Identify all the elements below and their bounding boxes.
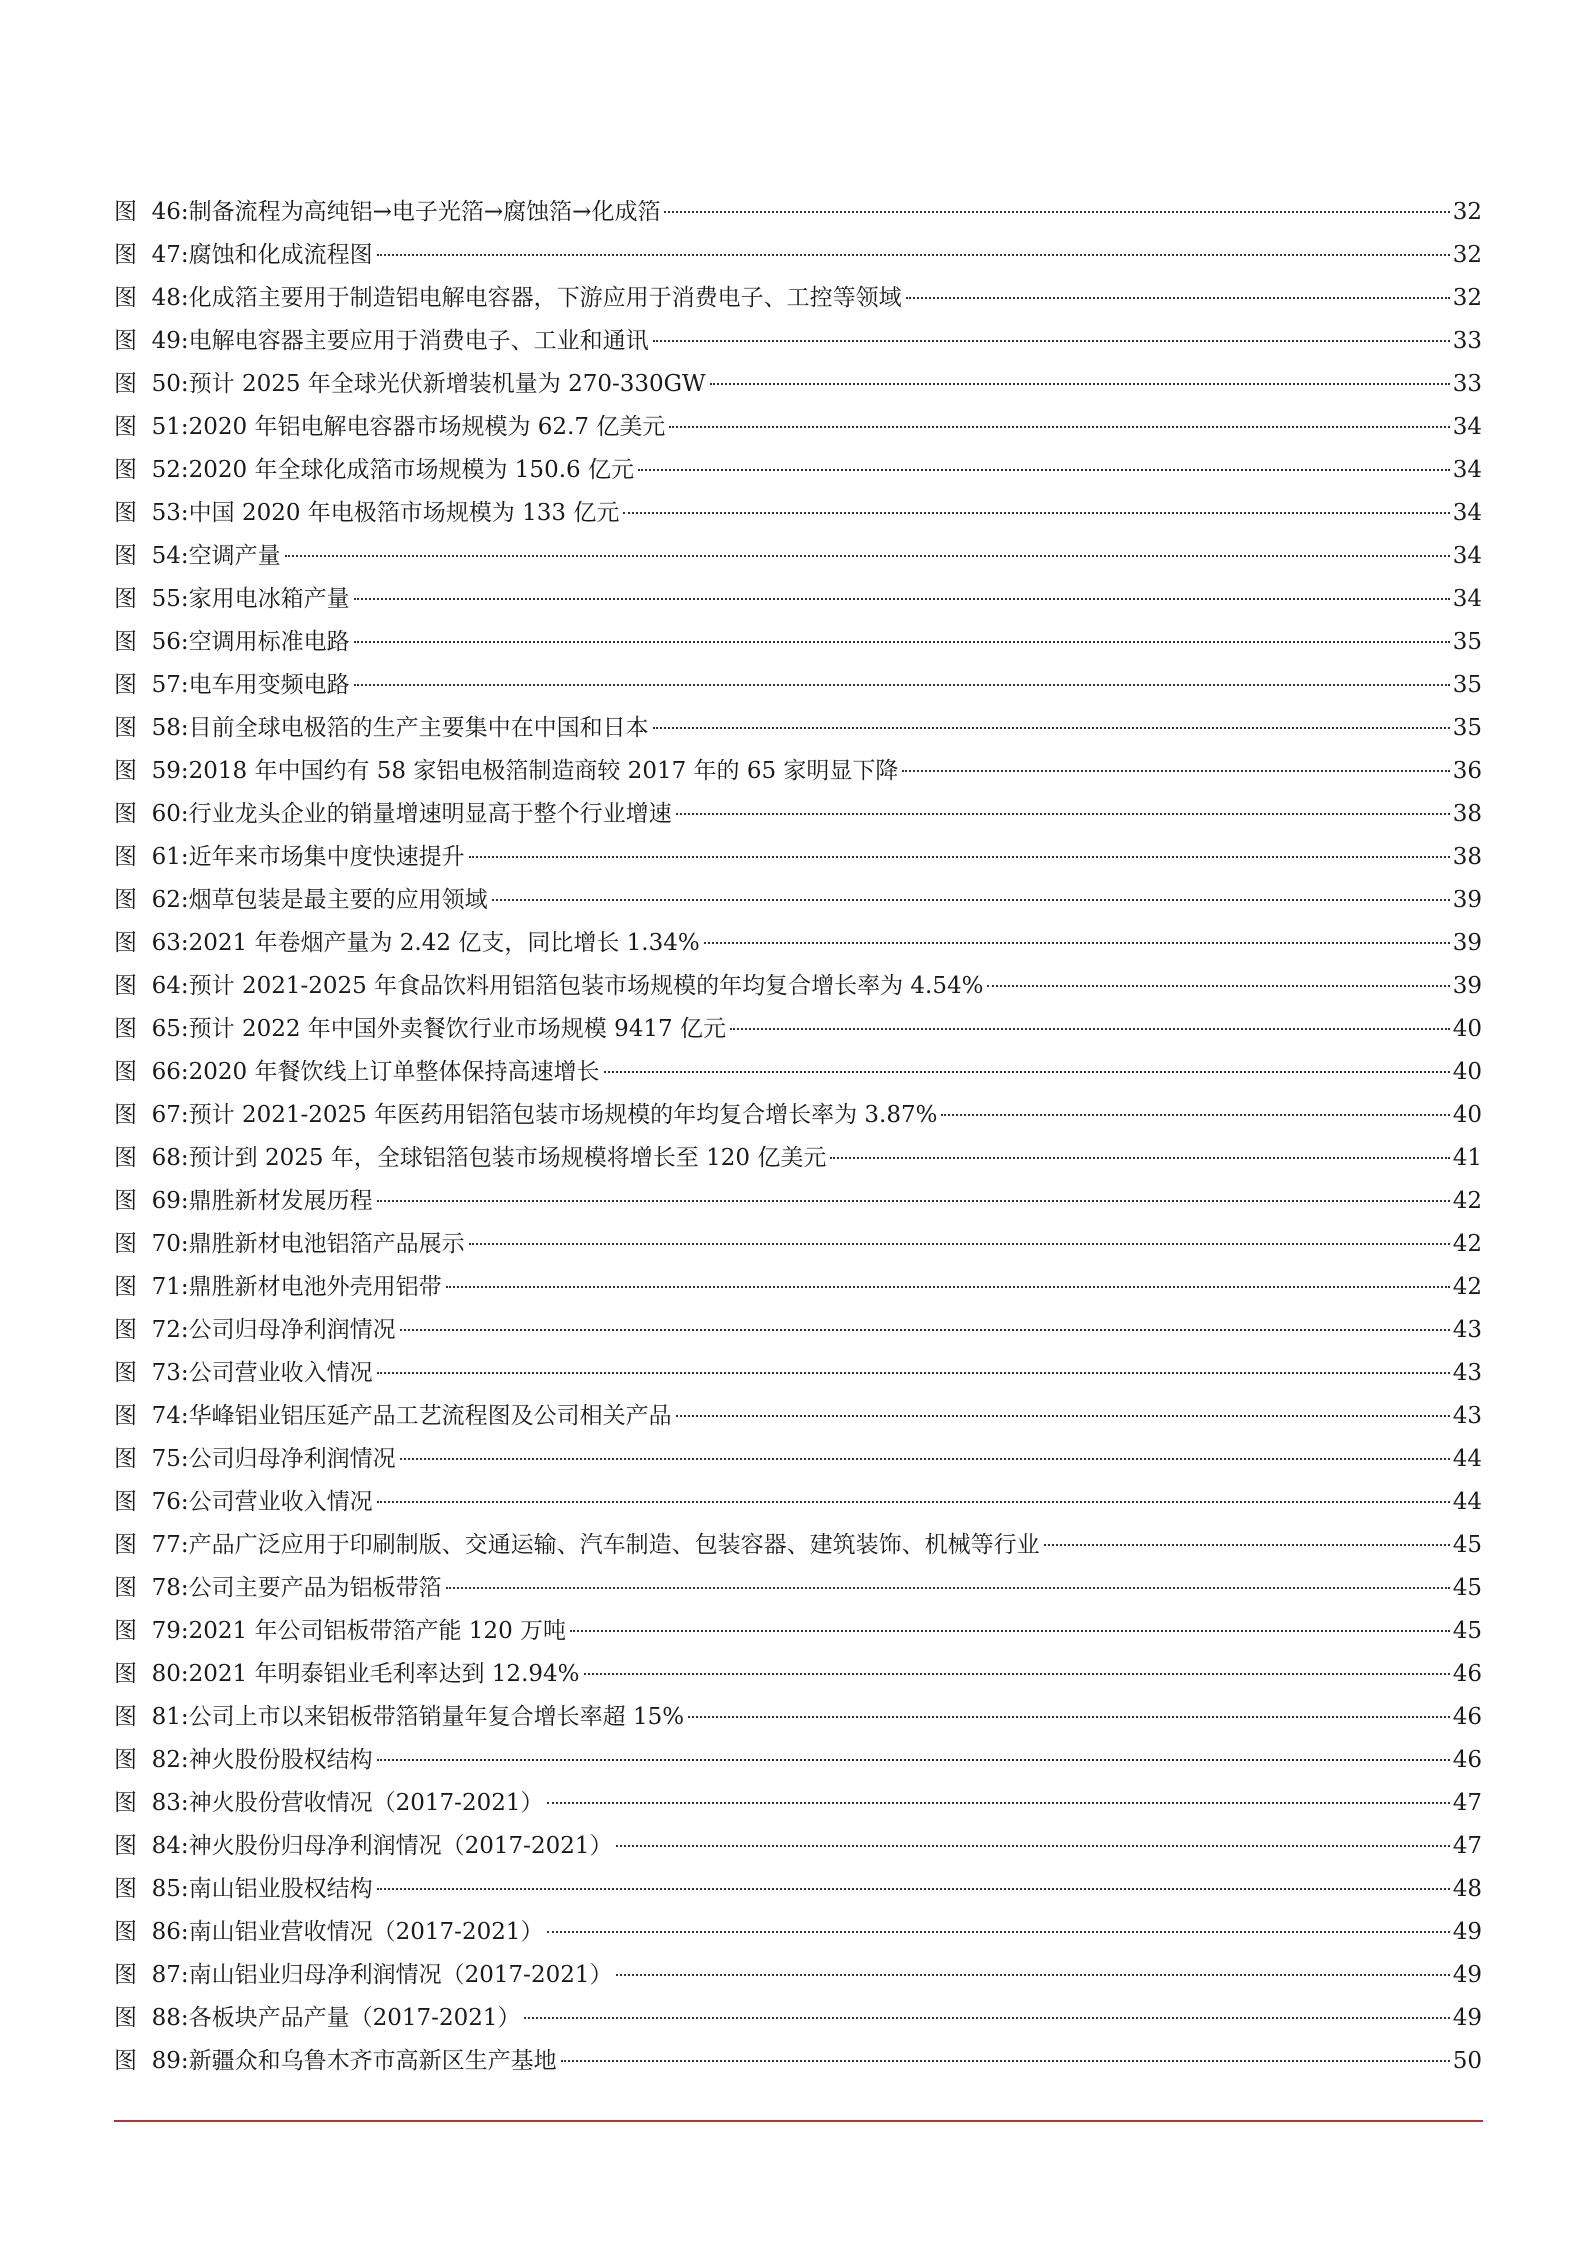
figure-number: 图 61: [114,844,189,870]
figure-number: 图 78: [114,1575,189,1601]
page-number: 36 [1452,758,1482,784]
figure-number: 图 58: [114,715,189,741]
page-number: 35 [1452,715,1482,741]
figure-number: 图 67: [114,1102,189,1128]
footer-divider [114,2120,1483,2122]
page-number: 33 [1452,371,1482,397]
page-number: 43 [1452,1317,1482,1343]
figure-number: 图 73: [114,1360,189,1386]
page-number: 34 [1452,586,1482,612]
figure-number: 图 83: [114,1790,189,1816]
figure-number: 图 52: [114,457,189,483]
dot-leader [676,1415,1450,1417]
page-number: 49 [1452,1919,1482,1945]
toc-entry[interactable] [114,240,1482,283]
dot-leader [561,2060,1450,2062]
figure-number: 图 72: [114,1317,189,1343]
figure-title: 2018 年中国约有 58 家铝电极箔制造商较 2017 年的 65 家明显下降 [188,758,899,784]
toc-entry[interactable] [114,584,1482,627]
figure-number: 图 54: [114,543,189,569]
toc-entry[interactable] [114,1487,1482,1530]
toc-entry[interactable] [114,1573,1482,1616]
figure-number: 图 84: [114,1833,189,1859]
toc-entry[interactable] [114,670,1482,713]
page-number: 35 [1452,672,1482,698]
page-number: 38 [1452,801,1482,827]
dot-leader [400,1329,1450,1331]
page-number: 42 [1452,1188,1482,1214]
dot-leader [653,727,1450,729]
dot-leader [377,1759,1450,1761]
page-number: 40 [1452,1059,1482,1085]
page-number: 43 [1452,1360,1482,1386]
toc-entry[interactable] [114,1702,1482,1745]
dot-leader [400,1458,1450,1460]
dot-leader [377,1372,1450,1374]
dot-leader [1044,1544,1450,1546]
figure-number: 图 65: [114,1016,189,1042]
toc-entry[interactable] [114,842,1482,885]
figure-number: 图 47: [114,242,189,268]
dot-leader [492,899,1450,901]
figure-number: 图 79: [114,1618,189,1644]
dot-leader [941,1114,1449,1116]
page-number: 46 [1452,1747,1482,1773]
toc-entry[interactable] [114,756,1482,799]
figure-number: 图 60: [114,801,189,827]
dot-leader [377,1501,1450,1503]
dot-leader [710,383,1450,385]
toc-entry[interactable] [114,1100,1482,1143]
figure-title: 南山铝业归母净利润情况（2017-2021） [188,1962,613,1988]
figure-title: 中国 2020 年电极箔市场规模为 133 亿元 [188,500,620,526]
toc-entry[interactable] [114,1917,1482,1960]
figure-title: 制备流程为高纯铝→电子光箔→腐蚀箔→化成箔 [188,199,661,225]
figure-number: 图 80: [114,1661,189,1687]
figure-title: 公司上市以来铝板带箔销量年复合增长率超 15% [188,1704,685,1730]
figure-number: 图 50: [114,371,189,397]
figure-index-list [114,197,1482,2089]
toc-entry[interactable] [114,1788,1482,1831]
figure-number: 图 86: [114,1919,189,1945]
page-number: 39 [1452,930,1482,956]
toc-entry[interactable] [114,971,1482,1014]
dot-leader [570,1630,1450,1632]
figure-title: 近年来市场集中度快速提升 [188,844,465,870]
figure-number: 图 77: [114,1532,189,1558]
page-number: 35 [1452,629,1482,655]
dot-leader [469,856,1450,858]
toc-entry[interactable] [114,1358,1482,1401]
figure-title: 预计 2022 年中国外卖餐饮行业市场规模 9417 亿元 [188,1016,726,1042]
figure-title: 鼎胜新材发展历程 [188,1188,373,1214]
page-number: 44 [1452,1446,1482,1472]
figure-title: 南山铝业营收情况（2017-2021） [188,1919,544,1945]
dot-leader [584,1673,1450,1675]
figure-number: 图 85: [114,1876,189,1902]
figure-title: 目前全球电极箔的生产主要集中在中国和日本 [188,715,649,741]
figure-number: 图 57: [114,672,189,698]
page-number: 41 [1452,1145,1482,1171]
figure-title: 家用电冰箱产量 [188,586,350,612]
figure-number: 图 81: [114,1704,189,1730]
figure-title: 神火股份营收情况（2017-2021） [188,1790,544,1816]
toc-entry[interactable] [114,1616,1482,1659]
figure-number: 图 68: [114,1145,189,1171]
dot-leader [638,469,1450,471]
page-number: 32 [1452,285,1482,311]
figure-title: 产品广泛应用于印刷制版、交通运输、汽车制造、包装容器、建筑装饰、机械等行业 [188,1532,1040,1558]
dot-leader [446,1587,1450,1589]
dot-leader [616,1845,1449,1847]
toc-entry[interactable] [114,1014,1482,1057]
figure-title: 预计 2021-2025 年医药用铝箔包装市场规模的年均复合增长率为 3.87% [188,1102,938,1128]
dot-leader [377,254,1450,256]
figure-number: 图 71: [114,1274,189,1300]
dot-leader [446,1286,1450,1288]
toc-entry[interactable] [114,2046,1482,2089]
figure-title: 鼎胜新材电池外壳用铝带 [188,1274,442,1300]
figure-title: 行业龙头企业的销量增速明显高于整个行业增速 [188,801,672,827]
dot-leader [730,1028,1450,1030]
figure-title: 2021 年卷烟产量为 2.42 亿支，同比增长 1.34% [188,930,700,956]
toc-entry[interactable] [114,2003,1482,2046]
toc-entry[interactable] [114,1831,1482,1874]
dot-leader [354,684,1450,686]
figure-number: 图 76: [114,1489,189,1515]
page-number: 45 [1452,1575,1482,1601]
figure-title: 公司主要产品为铝板带箔 [188,1575,442,1601]
page-number: 32 [1452,242,1482,268]
page-number: 40 [1452,1016,1482,1042]
toc-entry[interactable] [114,885,1482,928]
figure-number: 图 51: [114,414,189,440]
dot-leader [676,813,1450,815]
page-number: 34 [1452,457,1482,483]
figure-title: 2020 年餐饮线上订单整体保持高速增长 [188,1059,600,1085]
figure-number: 图 49: [114,328,189,354]
figure-title: 空调用标准电路 [188,629,350,655]
toc-entry[interactable] [114,541,1482,584]
figure-title: 2021 年公司铝板带箔产能 120 万吨 [188,1618,567,1644]
page-number: 34 [1452,543,1482,569]
dot-leader [653,340,1450,342]
figure-title: 2020 年全球化成箔市场规模为 150.6 亿元 [188,457,634,483]
figure-number: 图 70: [114,1231,189,1257]
dot-leader [547,1931,1449,1933]
figure-title: 电解电容器主要应用于消费电子、工业和通讯 [188,328,649,354]
page-number: 48 [1452,1876,1482,1902]
page-number: 49 [1452,2005,1482,2031]
figure-number: 图 56: [114,629,189,655]
toc-entry[interactable] [114,1143,1482,1186]
dot-leader [604,1071,1450,1073]
page-number: 40 [1452,1102,1482,1128]
toc-entry[interactable] [114,1874,1482,1917]
toc-entry[interactable] [114,1401,1482,1444]
dot-leader [669,426,1449,428]
figure-number: 图 59: [114,758,189,784]
toc-entry[interactable] [114,928,1482,971]
dot-leader [354,641,1450,643]
figure-number: 图 48: [114,285,189,311]
dot-leader [377,1200,1450,1202]
toc-entry[interactable] [114,1186,1482,1229]
dot-leader [704,942,1450,944]
figure-number: 图 75: [114,1446,189,1472]
page-number: 46 [1452,1704,1482,1730]
page-number: 33 [1452,328,1482,354]
figure-number: 图 55: [114,586,189,612]
toc-entry[interactable] [114,369,1482,412]
toc-entry[interactable] [114,1444,1482,1487]
dot-leader [377,1888,1450,1890]
figure-number: 图 82: [114,1747,189,1773]
dot-leader [906,297,1450,299]
toc-entry[interactable] [114,799,1482,842]
toc-entry[interactable] [114,455,1482,498]
page-number: 47 [1452,1790,1482,1816]
toc-entry[interactable] [114,713,1482,756]
dot-leader [623,512,1449,514]
toc-entry[interactable] [114,1057,1482,1100]
figure-title: 神火股份归母净利润情况（2017-2021） [188,1833,613,1859]
figure-number: 图 63: [114,930,189,956]
page-number: 34 [1452,500,1482,526]
toc-entry[interactable] [114,498,1482,541]
figure-title: 空调产量 [188,543,281,569]
page-number: 32 [1452,199,1482,225]
figure-title: 神火股份股权结构 [188,1747,373,1773]
toc-entry[interactable] [114,1315,1482,1358]
page-number: 39 [1452,973,1482,999]
dot-leader [469,1243,1450,1245]
figure-number: 图 66: [114,1059,189,1085]
figure-title: 化成箔主要用于制造铝电解电容器，下游应用于消费电子、工控等领域 [188,285,902,311]
figure-number: 图 62: [114,887,189,913]
figure-number: 图 53: [114,500,189,526]
toc-entry[interactable] [114,412,1482,455]
dot-leader [664,211,1449,213]
toc-entry[interactable] [114,197,1482,240]
toc-entry[interactable] [114,1229,1482,1272]
page-number: 45 [1452,1532,1482,1558]
figure-number: 图 46: [114,199,189,225]
page-number: 43 [1452,1403,1482,1429]
toc-entry[interactable] [114,1659,1482,1702]
figure-title: 各板块产品产量（2017-2021） [188,2005,521,2031]
figure-number: 图 64: [114,973,189,999]
dot-leader [902,770,1449,772]
figure-number: 图 89: [114,2048,189,2074]
page-number: 42 [1452,1231,1482,1257]
figure-title: 预计 2025 年全球光伏新增装机量为 270-330GW [188,371,706,397]
page-number: 39 [1452,887,1482,913]
page-number: 42 [1452,1274,1482,1300]
dot-leader [524,2017,1449,2019]
page-number: 49 [1452,1962,1482,1988]
page-number: 50 [1452,2048,1482,2074]
dot-leader [285,555,1450,557]
page-number: 38 [1452,844,1482,870]
toc-entry[interactable] [114,1530,1482,1573]
dot-leader [688,1716,1450,1718]
toc-entry[interactable] [114,283,1482,326]
figure-title: 公司营业收入情况 [188,1489,373,1515]
toc-entry[interactable] [114,1960,1482,2003]
figure-title: 公司营业收入情况 [188,1360,373,1386]
figure-title: 电车用变频电路 [188,672,350,698]
page-number: 46 [1452,1661,1482,1687]
figure-title: 预计到 2025 年，全球铝箔包装市场规模将增长至 120 亿美元 [188,1145,827,1171]
toc-entry[interactable] [114,627,1482,670]
page-number: 45 [1452,1618,1482,1644]
page-number: 44 [1452,1489,1482,1515]
page-number: 47 [1452,1833,1482,1859]
dot-leader [830,1157,1449,1159]
figure-number: 图 87: [114,1962,189,1988]
figure-title: 2020 年铝电解电容器市场规模为 62.7 亿美元 [188,414,666,440]
figure-title: 烟草包装是最主要的应用领域 [188,887,488,913]
figure-title: 华峰铝业铝压延产品工艺流程图及公司相关产品 [188,1403,672,1429]
page-number: 34 [1452,414,1482,440]
dot-leader [616,1974,1449,1976]
figure-title: 公司归母净利润情况 [188,1317,396,1343]
figure-title: 新疆众和乌鲁木齐市高新区生产基地 [188,2048,557,2074]
figure-title: 腐蚀和化成流程图 [188,242,373,268]
figure-title: 公司归母净利润情况 [188,1446,396,1472]
figure-title: 鼎胜新材电池铝箔产品展示 [188,1231,465,1257]
figure-title: 南山铝业股权结构 [188,1876,373,1902]
figure-title: 预计 2021-2025 年食品饮料用铝箔包装市场规模的年均复合增长率为 4.54% [188,973,984,999]
dot-leader [987,985,1449,987]
dot-leader [354,598,1450,600]
toc-entry[interactable] [114,1745,1482,1788]
toc-entry[interactable] [114,1272,1482,1315]
figure-title: 2021 年明泰铝业毛利率达到 12.94% [188,1661,580,1687]
toc-entry[interactable] [114,326,1482,369]
figure-number: 图 74: [114,1403,189,1429]
figure-number: 图 69: [114,1188,189,1214]
dot-leader [547,1802,1449,1804]
figure-number: 图 88: [114,2005,189,2031]
